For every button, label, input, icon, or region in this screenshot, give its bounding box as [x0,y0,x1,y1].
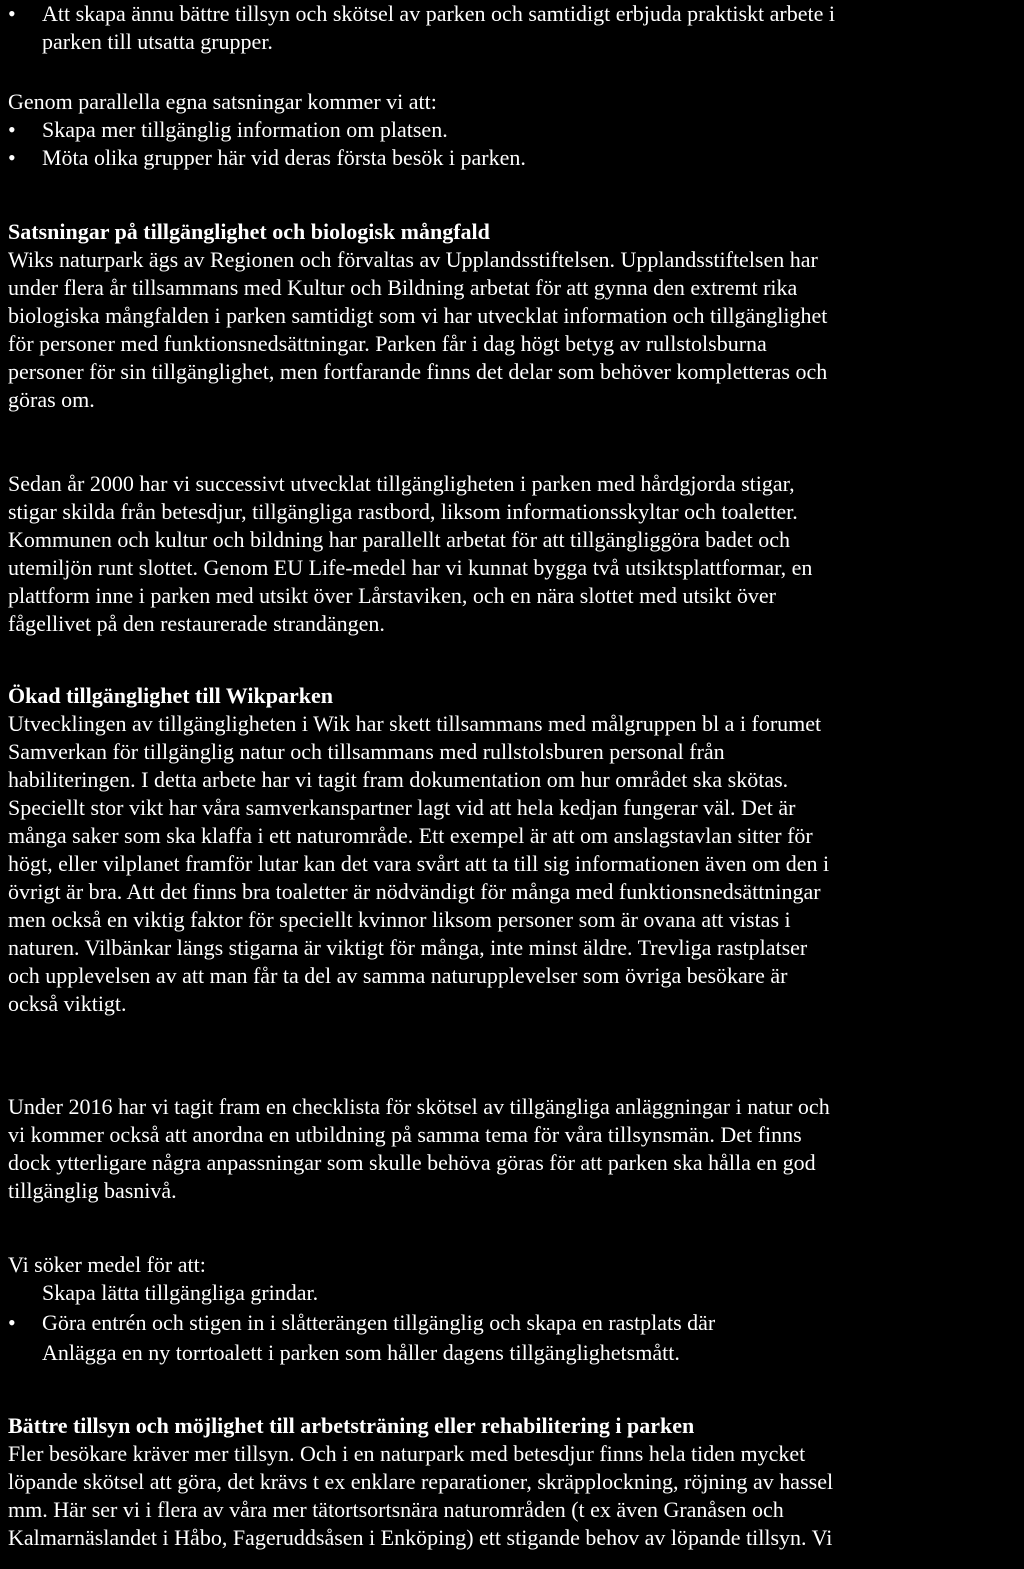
paragraph-line: och upplevelsen av att man får ta del av samma naturupplevelser som övriga besökare är [8,963,788,988]
section-heading: Satsningar på tillgänglighet och biologisk mångfald [8,219,490,244]
intro-bullet-list [8,0,1022,56]
paragraph-line: mm. Här ser vi i flera av våra mer tätortsortsnära naturområden (t ex även Granåsen och [8,1497,784,1522]
section-biodiversity-para2 [8,470,1022,638]
list-item [8,116,1022,144]
paragraph-line: Wiks naturpark ägs av Regionen och förvaltas av Upplandsstiftelsen. Upplandsstiftelsen har [8,247,818,272]
funding-goals [8,1251,1022,1367]
bullet-icon: • [8,145,16,170]
paragraph-line: utemiljön runt slottet. Genom EU Life-medel har vi kunnat bygga två utsiktsplattformar, en [8,555,813,580]
section-accessibility-para2 [8,1093,1022,1205]
paragraph-line: tillgänglig basnivå. [8,1178,177,1203]
paragraph-line: men också en viktig faktor för speciellt kvinnor liksom personer som är ovana att vistas i [8,907,791,932]
paragraph-line: dock ytterligare några anpassningar som skulle behöva göras för att parken ska hålla en god [8,1150,816,1175]
paragraph-line: Under 2016 har vi tagit fram en checklista för skötsel av tillgängliga anläggningar i natur och [8,1094,830,1119]
list-item-text: Anlägga en ny torrtoalett i parken som håller dagens tillgänglighetsmått. [42,1340,680,1365]
paragraph [8,470,1022,638]
paragraph-line: Kalmarnäslandet i Håbo, Fageruddsåsen i Enköping) ett stigande behov av löpande tillsyn. Vi [8,1525,833,1550]
list-item-line: Att skapa ännu bättre tillsyn och skötsel av parken och samtidigt erbjuda praktiskt arbete i [42,1,836,26]
paragraph-line: övrigt är bra. Att det finns bra toaletter är nödvändigt för många med funktionsnedsättningar [8,879,821,904]
section-heading: Ökad tillgänglighet till Wikparken [8,683,333,708]
list-item [8,1309,1022,1337]
paragraph [8,246,1022,414]
paragraph-line: biologiska mångfalden i parken samtidigt som vi har utvecklat information och tillgänglighet [8,303,828,328]
section-heading: Bättre tillsyn och möjlighet till arbetsträning eller rehabilitering i parken [8,1413,695,1438]
paragraph-line: naturen. Vilbänkar längs stigarna är viktigt för många, inte minst äldre. Trevliga rastplatser [8,935,808,960]
list-item [8,1279,1022,1307]
list-item-text: Möta olika grupper här vid deras första besök i parken. [42,145,526,170]
section-supervision [8,1412,1022,1552]
section-biodiversity [8,218,1022,414]
section-accessibility [8,682,1022,1018]
paragraph-line: personer för sin tillgänglighet, men fortfarande finns det delar som behöver kompletteras och [8,359,828,384]
paragraph [8,710,1022,1018]
paragraph-line: under flera år tillsammans med Kultur och Bildning arbetat för att gynna den extremt rika [8,275,798,300]
list-item-text: Skapa lätta tillgängliga grindar. [42,1280,319,1305]
bullet-icon: • [8,1,16,26]
paragraph-line: högt, eller vilplanet framför lutar kan det vara svårt att ta till sig informationen även om den i [8,851,830,876]
paragraph-line: habiliteringen. I detta arbete har vi tagit fram dokumentation om hur området ska skötas. [8,767,789,792]
list-item-text: Skapa mer tillgänglig information om platsen. [42,117,448,142]
list-item [8,1339,1022,1367]
paragraph-line: plattform inne i parken med utsikt över Lårstaviken, och en nära slottet med utsikt över [8,583,776,608]
parallel-lead: Genom parallella egna satsningar kommer vi att: [8,89,437,114]
paragraph [8,1093,1022,1205]
paragraph-line: löpande skötsel att göra, det krävs t ex enklare reparationer, skräpplockning, röjning av hassel [8,1469,834,1494]
paragraph-line: Speciellt stor vikt har våra samverkanspartner lagt vid att hela kedjan fungerar väl. Det är [8,795,796,820]
list-item [8,0,1022,56]
list-item-line: parken till utsatta grupper. [42,29,273,54]
parallel-initiatives [8,88,1022,172]
paragraph [8,1440,1022,1552]
paragraph-line: också viktigt. [8,991,127,1016]
paragraph-line: Utvecklingen av tillgängligheten i Wik har skett tillsammans med målgruppen bl a i forumet [8,711,822,736]
paragraph-line: Kommunen och kultur och bildning har parallellt arbetat för att tillgängliggöra badet och [8,527,790,552]
paragraph-line: stigar skilda från betesdjur, tillgängliga rastbord, liksom informationsskyltar och toaletter. [8,499,798,524]
paragraph-line: många saker som ska klaffa i ett naturområde. Ett exempel är att om anslagstavlan sitter för [8,823,813,848]
bullet-icon: • [8,117,16,142]
bullet-icon: • [8,1310,16,1335]
paragraph-line: för personer med funktionsnedsättningar. Parken får i dag högt betyg av rullstolsburna [8,331,767,356]
list-item [8,144,1022,172]
paragraph-line: vi kommer också att anordna en utbildning på samma tema för våra tillsynsmän. Det finns [8,1122,802,1147]
paragraph-line: fågellivet på den restaurerade strandängen. [8,611,385,636]
funding-lead: Vi söker medel för att: [8,1252,206,1277]
paragraph-line: Fler besökare kräver mer tillsyn. Och i en naturpark med betesdjur finns hela tiden mycket [8,1441,806,1466]
list-item-text: Göra entrén och stigen in i slåtterängen tillgänglig och skapa en rastplats där [42,1310,716,1335]
paragraph-line: Sedan år 2000 har vi successivt utvecklat tillgängligheten i parken med hårdgjorda stigar, [8,471,795,496]
paragraph-line: göras om. [8,387,95,412]
paragraph-line: Samverkan för tillgänglig natur och tillsammans med rullstolsburen personal från [8,739,725,764]
